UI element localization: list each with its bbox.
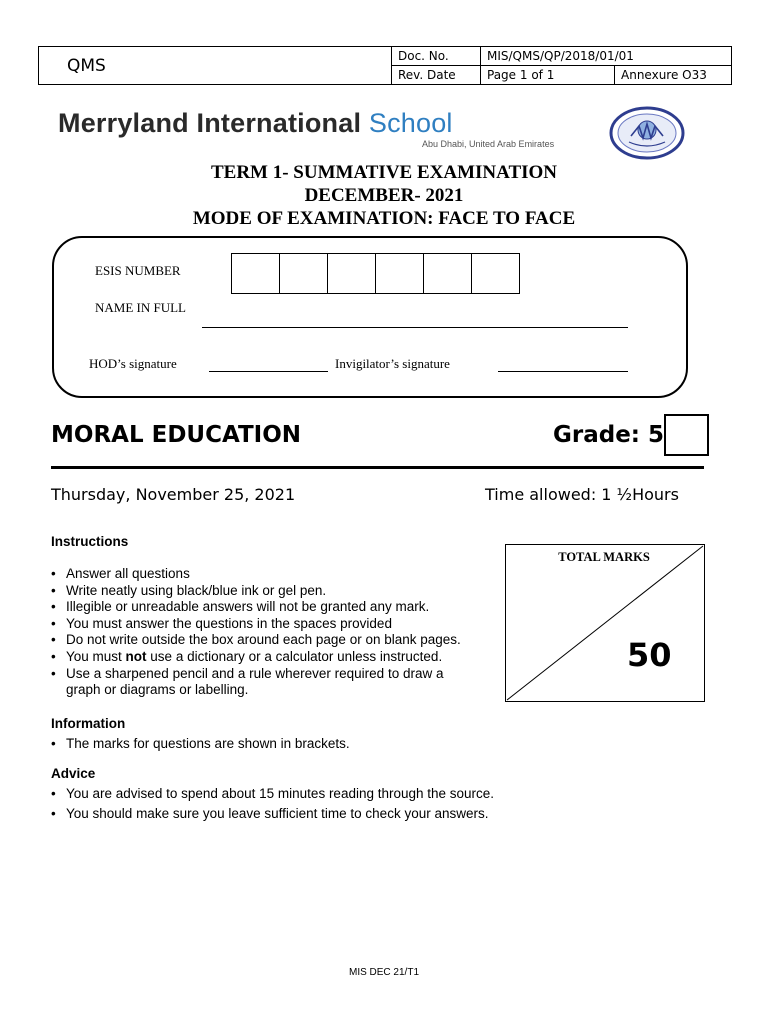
advice-list [51,786,671,822]
grade-label: Grade: 5 [553,422,665,448]
marks-diagonal-line [505,544,705,702]
list-item: • You must answer the questions in the spaces provided [51,616,481,633]
esis-digit-box[interactable] [279,253,328,294]
school-name-light: School [368,108,453,138]
school-seal-logo [609,106,685,160]
subject-title: MORAL EDUCATION [51,422,302,448]
information-heading: Information [51,716,126,731]
hod-signature-line[interactable] [209,371,328,372]
qms-label: QMS [39,47,392,85]
instructions-list [51,566,481,699]
school-name [58,108,453,139]
esis-digit-box[interactable] [231,253,280,294]
invigilator-signature-line[interactable] [498,371,628,372]
list-item: • You should make sure you leave sufficient time to check your answers. [51,806,671,823]
invigilator-signature-label: Invigilator’s signature [335,356,450,371]
doc-no-label: Doc. No. [392,47,481,66]
instructions-heading: Instructions [51,534,129,549]
school-name-bold: Merryland International [58,108,362,138]
list-item: • Illegible or unreadable answers will not be granted any mark. [51,599,481,616]
annexure: Annexure O33 [615,66,732,85]
esis-digit-box[interactable] [375,253,424,294]
rev-date-label: Rev. Date [392,66,481,85]
total-marks-value: 50 [627,636,672,674]
information-list [51,736,651,753]
esis-digit-box[interactable] [423,253,472,294]
list-item: • Use a sharpened pencil and a rule wherever required to draw a graph or diagrams or labelling. [51,666,466,699]
exam-title-line2: DECEMBER- 2021 [304,185,464,206]
exam-date: Thursday, November 25, 2021 [51,485,296,504]
list-item: • Write neatly using black/blue ink or gel pen. [51,583,481,600]
total-marks-title: TOTAL MARKS [558,550,650,564]
name-in-full-label: NAME IN FULL [95,300,186,315]
name-write-line[interactable] [202,327,628,328]
list-item: • You must not use a dictionary or a calculator unless instructed. [51,649,481,666]
school-location: Abu Dhabi, United Arab Emirates [422,139,555,149]
esis-digit-box[interactable] [471,253,520,294]
time-allowed: Time allowed: 1 ½Hours [485,485,679,504]
qms-header-table [38,46,732,85]
exam-title-line3: MODE OF EXAMINATION: FACE TO FACE [192,208,576,229]
divider [51,466,704,469]
list-item: • You are advised to spend about 15 minutes reading through the source. [51,786,671,803]
footer-code: MIS DEC 21/T1 [348,967,420,978]
list-item: • Do not write outside the box around each page or on blank pages. [51,632,481,649]
advice-heading: Advice [51,766,96,781]
esis-number-label: ESIS NUMBER [95,263,181,278]
grade-section-box[interactable] [664,414,709,456]
exam-title-line1: TERM 1- SUMMATIVE EXAMINATION [210,162,558,183]
emphasis-not: not [125,648,147,664]
list-item: • Answer all questions [51,566,481,583]
page-number: Page 1 of 1 [481,66,615,85]
esis-digit-box[interactable] [327,253,376,294]
list-item: • The marks for questions are shown in brackets. [51,736,651,753]
doc-no-value: MIS/QMS/QP/2018/01/01 [481,47,732,66]
hod-signature-label: HOD’s signature [89,356,177,371]
esis-number-boxes[interactable] [231,253,519,294]
